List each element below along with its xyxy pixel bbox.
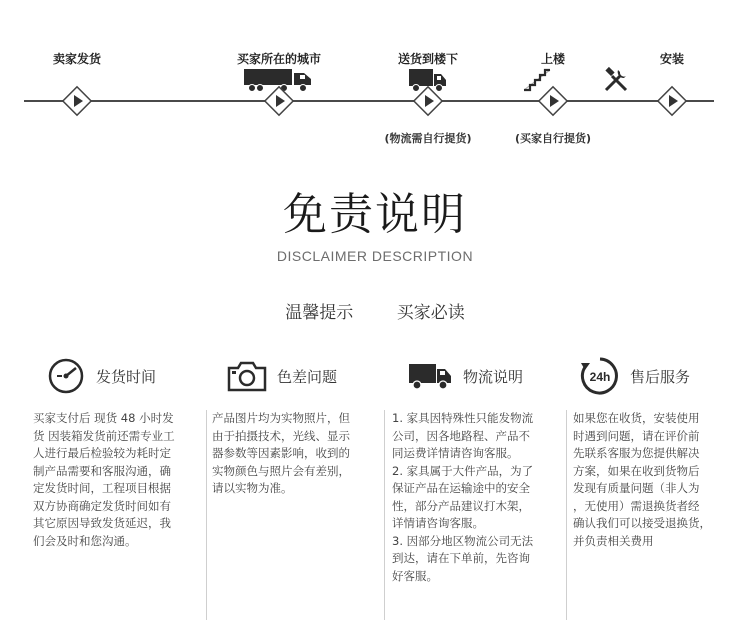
step-note: (物流需自行提货)	[384, 132, 472, 145]
text-line: 3. 因部分地区物流公司无法	[392, 533, 534, 548]
24h-icon	[578, 356, 622, 396]
delivery-flow	[0, 0, 750, 160]
column-heading: 发货时间	[96, 367, 157, 386]
text-line: 到达，请在下单前，先咨询	[392, 551, 530, 565]
play-diamond-icon	[412, 85, 444, 117]
text-line: 其它原因导致发货延迟，我	[33, 516, 171, 530]
text-line: 由于拍摄技术，光线、显示	[212, 428, 350, 443]
page-title: 免责说明	[283, 189, 467, 240]
text-line: 好客服。	[392, 568, 438, 583]
column-divider	[566, 410, 567, 620]
text-line: 实物颜色与照片会有差别，	[212, 463, 350, 478]
text-line: 2. 家具属于大件产品，为了	[392, 463, 534, 478]
column-text	[568, 410, 715, 550]
flow-step-buyer-city	[219, 0, 339, 160]
step-label: 安装	[659, 52, 684, 66]
column-header	[405, 351, 523, 401]
page-subtitle: DISCLAIMER DESCRIPTION	[276, 248, 474, 264]
flow-step-seller-ship	[17, 0, 137, 160]
text-line: 发现有质量问题（非人为	[573, 481, 700, 495]
text-line: 双方协商确定发货时间如有	[33, 498, 171, 513]
column-text	[387, 410, 537, 585]
text-line: 买家支付后 现货 48 小时发	[33, 411, 174, 425]
text-line: 请以实物为准。	[212, 481, 293, 495]
text-line: 定发货时间，工程项目根据	[33, 481, 171, 495]
text-line: 性，部分产品建议打木架，	[392, 498, 530, 513]
column-text	[28, 410, 179, 550]
column-header	[578, 351, 690, 401]
column-header	[44, 351, 156, 401]
text-line: ，无使用）需退换货者经	[573, 498, 700, 513]
text-line: 器参数等因素影响，收到的	[212, 446, 350, 460]
play-diamond-icon	[61, 85, 93, 117]
text-line: 确认我们可以接受退换货，	[573, 516, 711, 530]
step-label: 上楼	[540, 52, 565, 66]
step-note: (买家自行提货)	[514, 132, 592, 145]
play-diamond-icon	[656, 85, 688, 117]
column-divider	[384, 410, 385, 620]
tip-warm-reminder: 温馨提示	[285, 303, 354, 323]
24h-icon-text: 24h	[589, 370, 611, 384]
text-line: 1. 家具因特殊性只能发物流	[392, 411, 534, 425]
text-line: 产品图片均为实物照片，但	[212, 411, 350, 425]
step-label: 卖家发货	[52, 52, 101, 66]
text-line: 公司，因各地路程、产品不	[392, 428, 530, 443]
text-line: 制产品需要和客服沟通，确	[33, 463, 171, 478]
text-line: 时遇到问题，请在评价前	[573, 428, 700, 443]
flow-step-install	[612, 0, 732, 160]
text-line: 同运费详情请咨询客服。	[392, 446, 519, 460]
flow-step-deliver-downstairs	[368, 0, 488, 160]
text-line: 详情请咨询客服。	[392, 516, 484, 530]
column-heading: 色差问题	[277, 367, 338, 386]
step-label: 送货到楼下	[397, 52, 458, 66]
text-line: 方案，如果在收到货物后	[573, 463, 700, 478]
text-line: 并负责相关费用	[573, 533, 654, 548]
delivery-truck-icon	[405, 356, 455, 396]
text-line: 保证产品在运输途中的安全	[392, 481, 530, 495]
column-heading: 售后服务	[630, 367, 691, 386]
camera-icon	[225, 356, 269, 396]
column-header	[225, 351, 337, 401]
tip-buyer-must-read: 买家必读	[396, 303, 465, 323]
text-line: 如果您在收货，安装使用	[573, 411, 700, 425]
step-label: 买家所在的城市	[236, 52, 321, 66]
text-line: 货 因装箱发货前还需专业工	[33, 428, 175, 443]
tips-line	[0, 298, 750, 323]
text-line: 人进行最后检验较为耗时定	[33, 446, 171, 460]
column-heading: 物流说明	[463, 367, 524, 386]
text-line: 先联系客服为您提供解决	[573, 446, 700, 460]
column-text	[207, 410, 354, 498]
text-line: 们会及时和您沟通。	[33, 533, 137, 548]
play-diamond-icon	[263, 85, 295, 117]
clock-icon	[44, 356, 88, 396]
